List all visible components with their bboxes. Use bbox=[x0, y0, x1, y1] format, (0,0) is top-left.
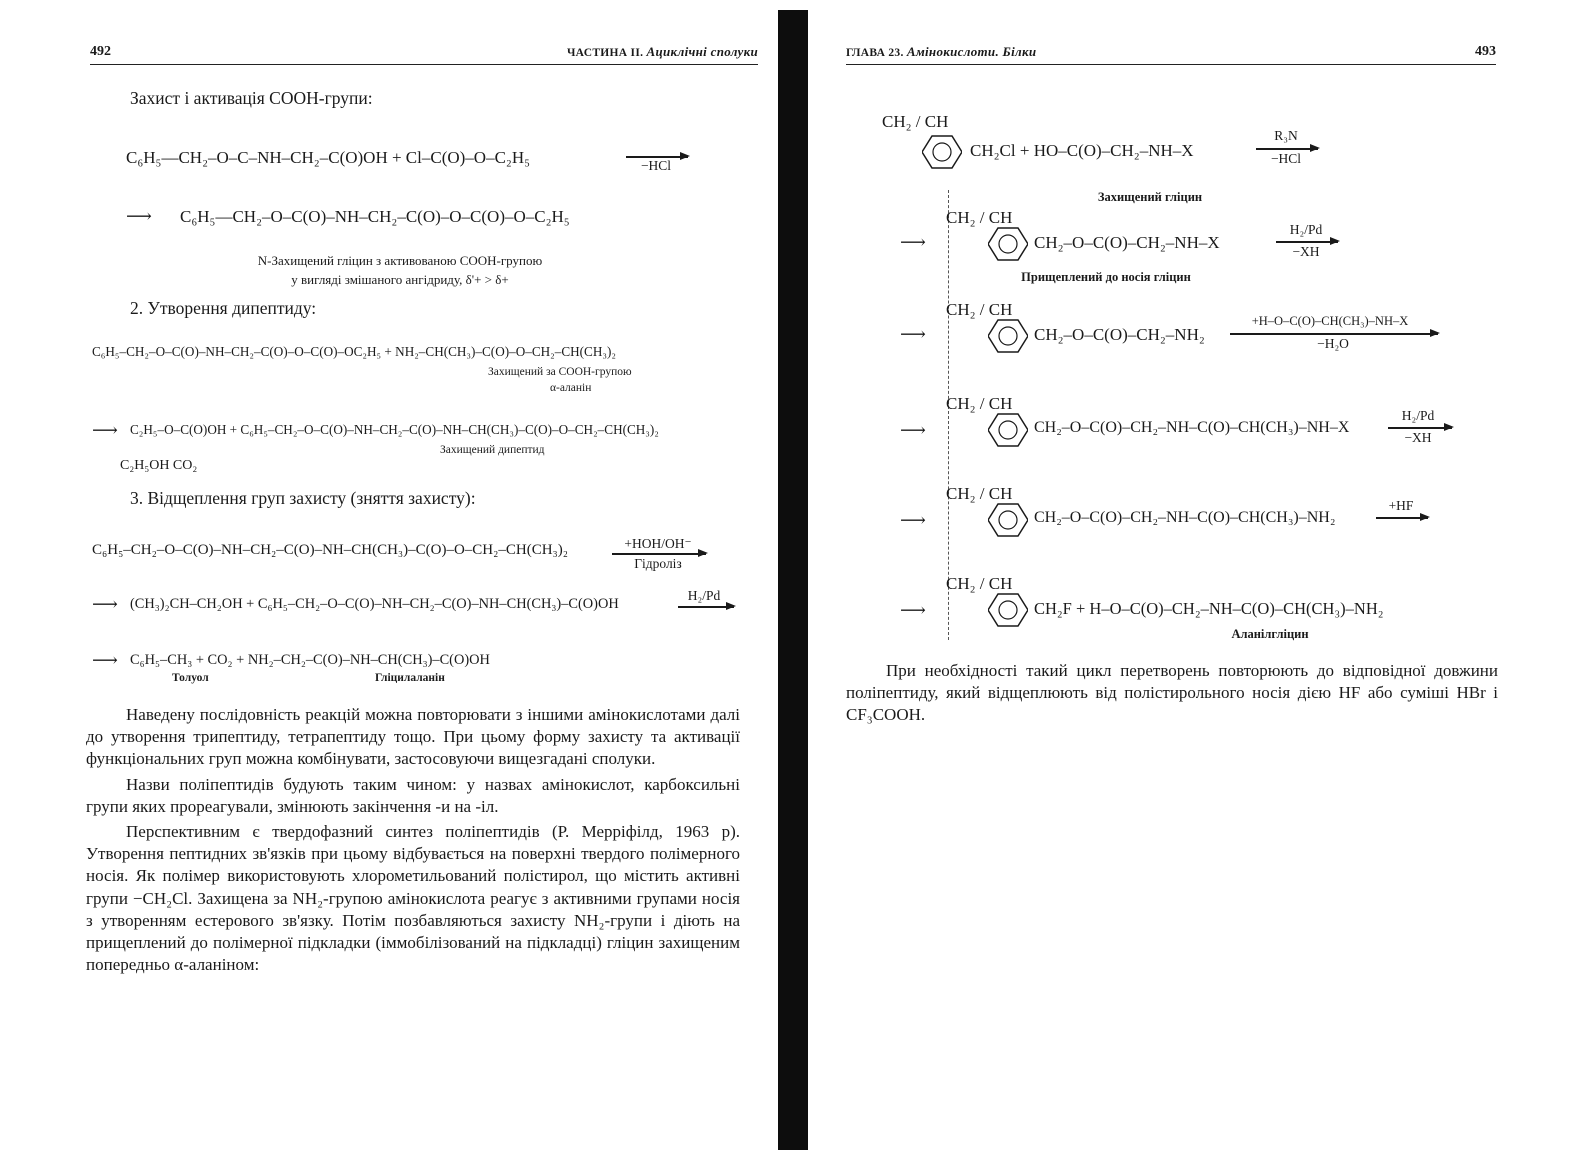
reaction-arrow bbox=[1276, 241, 1338, 243]
row-cond-top: +H–O–C(O)–CH(CH₃)–NH–X bbox=[1251, 314, 1409, 328]
row-formula: CH₂–O–C(O)–CH₂–NH–C(O)–CH(CH₃)–NH₂ bbox=[1034, 509, 1336, 526]
running-head-title: Амінокислоти. Білки bbox=[906, 44, 1037, 59]
scheme3-cond1: +HOH/OH⁻ bbox=[624, 536, 692, 551]
running-head-part: ЧАСТИНА II. bbox=[566, 47, 644, 59]
running-head-title: Ациклічні сполуки bbox=[646, 44, 758, 59]
body-text-right bbox=[846, 660, 1498, 727]
heading-protect: Захист і активація COOH-групи: bbox=[130, 88, 373, 108]
row-cond-top: +HF bbox=[1388, 498, 1414, 513]
row-cond-bottom: −XH bbox=[1292, 244, 1320, 259]
scheme2-caption1b: α-аланін bbox=[550, 382, 592, 394]
row-formula: CH₂–O–C(O)–CH₂–NH–X bbox=[1034, 233, 1220, 252]
running-head-part: ГЛАВА 23. bbox=[846, 47, 904, 59]
scheme2-caption1: Захищений за COOH-групою bbox=[488, 366, 632, 378]
reaction-arrow bbox=[612, 553, 706, 555]
scheme1-caption2: у вигляді змішаного ангідриду, δ'+ > δ+ bbox=[291, 272, 509, 287]
arrow-glyph: ⟶ bbox=[92, 594, 118, 614]
running-head-right bbox=[846, 44, 1036, 60]
scheme2-caption2: Захищений дипептид bbox=[440, 444, 545, 456]
benzene-ring-icon bbox=[988, 410, 1028, 450]
reaction-arrow bbox=[678, 606, 734, 608]
reaction-arrow bbox=[1230, 333, 1438, 335]
row-cond-top: R₃N bbox=[1274, 128, 1298, 143]
arrow-glyph: ⟶ bbox=[900, 510, 926, 530]
row-formula: CH₂–O–C(O)–CH₂–NH–C(O)–CH(CH₃)–NH–X bbox=[1034, 419, 1350, 436]
scheme2-products: C₂H₅OH CO₂ bbox=[120, 458, 198, 473]
scheme3-cond1b: Гідроліз bbox=[634, 556, 682, 571]
arrow-glyph: ⟶ bbox=[900, 600, 926, 620]
benzene-ring-icon bbox=[988, 590, 1028, 630]
scheme3-line3: C₆H₅–CH₃ + CO₂ + NH₂–CH₂–C(O)–NH–CH(CH₃)–C(O)OH bbox=[130, 652, 490, 668]
polymer-unit: CH₂ / CH bbox=[946, 300, 1013, 319]
page-number-left: 492 bbox=[90, 44, 111, 59]
page-number-right: 493 bbox=[1475, 44, 1496, 59]
row-formula: CH₂–O–C(O)–CH₂–NH₂ bbox=[1034, 325, 1205, 344]
row-cond-bottom: −H₂O bbox=[1317, 336, 1349, 351]
scheme1-line2: C₆H₅—CH₂–O–C(O)–NH–CH₂–C(O)–O–C(O)–O–C₂H₅ bbox=[180, 207, 570, 226]
benzene-ring-icon bbox=[988, 316, 1028, 356]
reaction-arrow bbox=[1376, 517, 1428, 519]
paragraph: Наведену послідовність реакцій можна повторювати з іншими амінокислотами далі до утворення трипептиду, тетрапептиду тощо. При цьому форму захисту та активації функціональних груп можна комбінувати, застосовуючи вищезгадані сполуки. bbox=[86, 705, 740, 769]
benzene-ring-icon bbox=[922, 132, 962, 172]
reaction-arrow bbox=[1256, 148, 1318, 150]
scheme1-line1: C₆H₅—CH₂–O–C–NH–CH₂–C(O)OH + Cl–C(O)–O–C₂H₅ bbox=[126, 148, 531, 167]
scheme2-line1: C₆H₅–CH₂–O–C(O)–NH–CH₂–C(O)–O–C(O)–OC₂H₅ + NH₂–CH(CH₃)–C(O)–O–CH₂–CH(CH₃)₂ bbox=[92, 344, 616, 359]
left-running-head bbox=[90, 42, 758, 65]
step3-heading: 3. Відщеплення груп захисту (зняття захисту): bbox=[130, 488, 476, 508]
scheme1-caption: N-Захищений гліцин з активованою COOH-групою bbox=[257, 253, 543, 268]
arrow-glyph: ⟶ bbox=[126, 206, 152, 226]
row-formula: CH₂F + H–O–C(O)–CH₂–NH–C(O)–CH(CH₃)–NH₂ bbox=[1034, 599, 1384, 618]
polymer-chain-line bbox=[948, 190, 949, 640]
benzene-ring-icon bbox=[988, 224, 1028, 264]
arrow-glyph: ⟶ bbox=[900, 324, 926, 344]
running-head-left bbox=[567, 44, 758, 60]
polymer-unit: CH₂ / CH bbox=[946, 484, 1013, 503]
scheme3-line1: C₆H₅–CH₂–O–C(O)–NH–CH₂–C(O)–NH–CH(CH₃)–C(O)–O–CH₂–CH(CH₃)₂ bbox=[92, 542, 568, 558]
paragraph: Перспективним є твердофазний синтез поліпептидів (Р. Мерріфілд, 1963 р). Утворення пептидних зв'язків при цьому відбувається на поверхні твердого полімерного носія. Як полімер використовують хлорометильований полістирол, що містить активні групи −CH₂Cl. Захищена за NH₂-групою амінокислота реагує з активними групами носія з утворенням естерового зв'язку. Потім позбавляються захисту NH₂-групи і діють на прищеплений до полімерної підкладки (іммобілізований на підкладці) гліцин захищеним попередньо α-аланіном: bbox=[86, 822, 740, 975]
benzene-ring-icon bbox=[988, 500, 1028, 540]
scheme3-line2: (CH₃)₂CH–CH₂OH + C₆H₅–CH₂–O–C(O)–NH–CH₂–C(O)–NH–CH(CH₃)–C(O)OH bbox=[130, 596, 619, 612]
row-cond-bottom: −HCl bbox=[1270, 151, 1302, 166]
row-caption: Прищеплений до носія гліцин bbox=[1021, 270, 1191, 284]
row-cond-top: H₂/Pd bbox=[1289, 222, 1323, 237]
right-page bbox=[810, 0, 1585, 1176]
label-glycylalanine: Гліцилаланін bbox=[375, 672, 445, 684]
scheme2-line2: C₂H₅–O–C(O)OH + C₆H₅–CH₂–O–C(O)–NH–CH₂–C(O)–NH–CH(CH₃)–C(O)–O–CH₂–CH(CH₃)₂ bbox=[130, 422, 659, 437]
book-spine-shadow bbox=[778, 10, 808, 1150]
arrow-glyph: ⟶ bbox=[900, 232, 926, 252]
paragraph: При необхідності такий цикл перетворень повторюють до відповідної довжини поліпептиду, який відщеплюють від полістирольного носія дією HF або суміші HBr і CF₃COOH. bbox=[846, 661, 1498, 725]
arrow-glyph: ⟶ bbox=[92, 420, 118, 440]
body-text-left bbox=[86, 704, 740, 976]
polymer-unit: CH₂ / CH bbox=[882, 112, 949, 131]
arrow-glyph: ⟶ bbox=[92, 650, 118, 670]
right-running-head bbox=[846, 42, 1496, 65]
label-toluene: Толуол bbox=[172, 672, 209, 684]
polymer-unit: CH₂ / CH bbox=[946, 394, 1013, 413]
row-caption: Аланілгліцин bbox=[1231, 627, 1309, 641]
row-formula: CH₂Cl + HO–C(O)–CH₂–NH–X bbox=[970, 141, 1194, 160]
reaction-arrow bbox=[626, 156, 688, 158]
scheme3-cond2: H₂/Pd bbox=[687, 588, 721, 603]
row-cond-bottom: −XH bbox=[1404, 430, 1432, 445]
arrow-glyph: ⟶ bbox=[900, 420, 926, 440]
row-cond-top: H₂/Pd bbox=[1401, 408, 1435, 423]
row-caption: Захищений гліцин bbox=[1097, 190, 1203, 204]
reaction-arrow bbox=[1388, 427, 1452, 429]
polymer-unit: CH₂ / CH bbox=[946, 574, 1013, 593]
polymer-unit: CH₂ / CH bbox=[946, 208, 1013, 227]
step2-heading: 2. Утворення дипептиду: bbox=[130, 298, 317, 318]
paragraph: Назви поліпептидів будують таким чином: у назвах амінокислот, карбоксильні групи яких прореагували, змінюють закінчення -и на -іл. bbox=[86, 774, 740, 816]
left-page bbox=[0, 0, 780, 1176]
scheme1-cond: −HCl bbox=[640, 158, 672, 173]
